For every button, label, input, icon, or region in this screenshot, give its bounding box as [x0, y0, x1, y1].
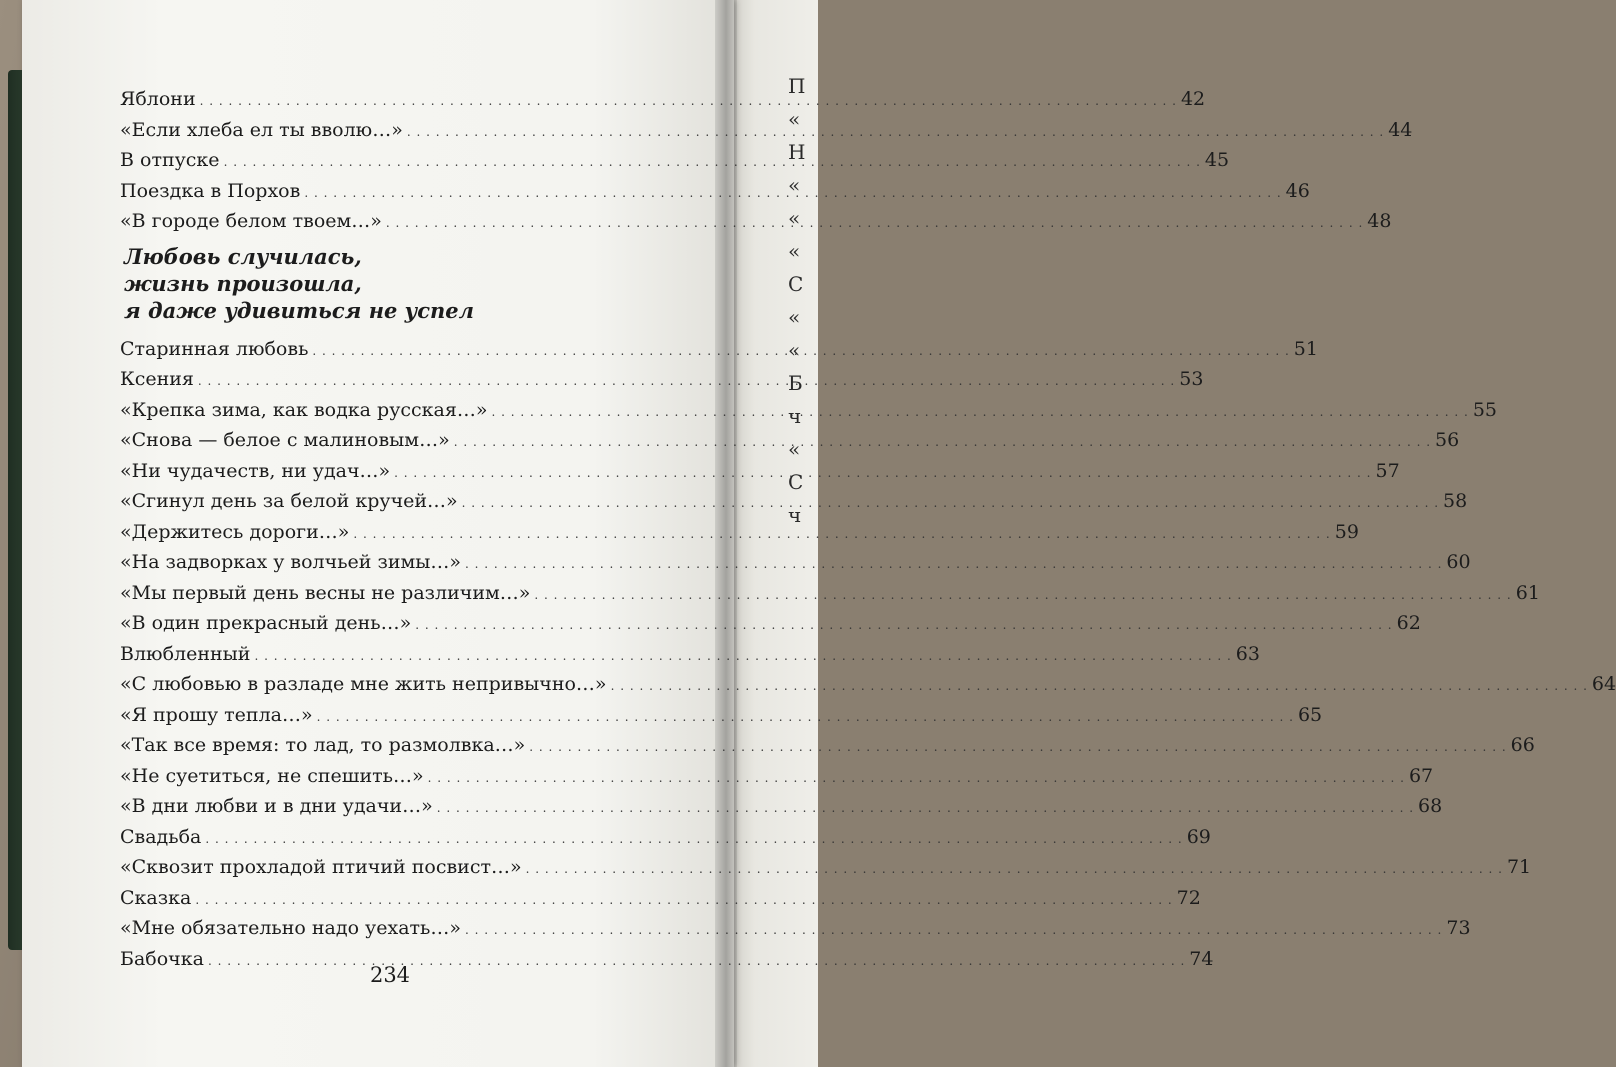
section-heading: [124, 243, 650, 324]
toc-leader-dots: [465, 913, 1442, 946]
toc-entry-page: 63: [1235, 642, 1260, 665]
toc-entry-page: 64: [1591, 673, 1616, 695]
toc-entry-page: 58: [1443, 490, 1468, 512]
toc-entry-page: 68: [1418, 795, 1443, 817]
toc-entry-title: Бабочка: [120, 947, 204, 970]
toc-entry: [120, 700, 1323, 731]
toc-leader-dots: [415, 608, 1392, 641]
edge-glyph: «: [788, 239, 801, 263]
toc-leader-dots: [353, 517, 1330, 550]
toc-entry: [120, 822, 1211, 853]
toc-entry-page: 48: [1367, 210, 1392, 232]
toc-entry-title: В отпуске: [120, 149, 220, 171]
toc-entry-title: Свадьба: [120, 825, 202, 848]
toc-entry-title: «Мне обязательно надо уехать…»: [120, 917, 462, 939]
toc-entry-title: «Сквозит прохладой птичий посвист…»: [120, 856, 522, 878]
toc-entry-page: 42: [1180, 88, 1206, 110]
toc-entry: [120, 608, 1421, 639]
toc-entry-title: «Снова — белое с малиновым…»: [120, 429, 450, 451]
toc-entry-title: Поездка в Порхов: [120, 179, 301, 202]
edge-glyph: П: [788, 74, 806, 98]
toc-entry-title: Влюбленный: [120, 642, 251, 665]
toc-entry: [120, 883, 1201, 914]
toc-entry: [120, 456, 1400, 487]
toc-entry: [120, 761, 1434, 792]
toc-entry: [120, 206, 1392, 237]
toc-leader-dots: [492, 395, 1469, 428]
edge-glyph: «: [788, 437, 801, 461]
edge-glyph: ч: [788, 404, 802, 428]
toc-entry-title: Старинная любовь: [120, 337, 309, 360]
toc-entry: [120, 913, 1471, 944]
toc-entry-title: «С любовью в разладе мне жить непривычно…»: [120, 673, 607, 695]
toc-entry: [120, 425, 1460, 456]
toc-entry: [120, 791, 1443, 822]
toc-entry-page: 53: [1179, 368, 1204, 390]
toc-top-list: [120, 84, 1413, 237]
toc-entry: [120, 176, 1310, 207]
toc-entry-page: 57: [1375, 459, 1400, 482]
toc-entry: [120, 517, 1359, 548]
toc-entry-page: 44: [1388, 118, 1413, 141]
table-of-contents: [120, 84, 1616, 974]
toc-leader-dots: [407, 115, 1384, 148]
toc-entry-title: «Если хлеба ел ты вволю…»: [120, 118, 403, 141]
toc-entry: [120, 669, 1616, 700]
toc-entry-page: 66: [1510, 734, 1535, 756]
toc-entry-page: 60: [1446, 551, 1471, 573]
section-heading-line-1: Любовь случилась,: [124, 243, 362, 269]
toc-entry: [120, 730, 1535, 761]
toc-leader-dots: [198, 364, 1175, 397]
toc-entry-page: 51: [1293, 337, 1318, 360]
toc-entry-page: 55: [1472, 398, 1498, 421]
toc-leader-dots: [195, 883, 1172, 916]
toc-leader-dots: [454, 425, 1431, 458]
toc-entry-title: Сказка: [120, 886, 192, 909]
toc-leader-dots: [428, 761, 1405, 794]
toc-entry-title: «В дни любви и в дни удачи…»: [120, 795, 433, 817]
toc-entry-page: 74: [1189, 947, 1214, 970]
toc-entry: [120, 486, 1468, 517]
edge-glyph: «: [788, 107, 801, 131]
toc-entry-title: «Держитесь дороги…»: [120, 520, 350, 543]
toc-entry-title: Ксения: [120, 368, 194, 390]
toc-leader-dots: [317, 700, 1294, 733]
toc-entry-page: 62: [1396, 612, 1421, 634]
toc-entry: [120, 145, 1230, 176]
right-page-edge-text: [788, 70, 806, 532]
toc-entry-title: «Так все время: то лад, то размолвка…»: [120, 734, 526, 756]
edge-glyph: «: [788, 173, 801, 197]
toc-leader-dots: [529, 730, 1506, 763]
toc-entry-title: «Я прошу тепла…»: [120, 703, 313, 726]
toc-leader-dots: [394, 456, 1371, 489]
toc-entry: [120, 852, 1532, 883]
toc-leader-dots: [205, 822, 1182, 855]
toc-entry: [120, 364, 1204, 395]
toc-entry-page: 67: [1408, 764, 1434, 787]
toc-entry-page: 61: [1515, 581, 1540, 604]
toc-entry-page: 45: [1204, 149, 1230, 171]
toc-entry: [120, 334, 1318, 365]
toc-leader-dots: [534, 578, 1511, 611]
edge-glyph: «: [788, 338, 801, 362]
toc-leader-dots: [254, 639, 1231, 672]
toc-entry: [120, 639, 1260, 670]
toc-entry-title: «В один прекрасный день…»: [120, 612, 412, 634]
toc-entry-title: «На задворках у волчьей зимы…»: [120, 551, 462, 573]
toc-entry-page: 71: [1506, 856, 1532, 878]
toc-bottom-list: [120, 334, 1616, 975]
toc-leader-dots: [437, 791, 1414, 824]
toc-leader-dots: [465, 547, 1442, 580]
toc-entry-title: «Сгинул день за белой кручей…»: [120, 490, 458, 512]
toc-entry: [120, 578, 1540, 609]
toc-entry-title: «Крепка зима, как водка русская…»: [120, 398, 488, 421]
section-heading-line-2: жизнь произошла,: [124, 270, 362, 296]
toc-entry-page: 59: [1334, 520, 1359, 543]
toc-entry: [120, 395, 1498, 426]
toc-leader-dots: [611, 669, 1588, 702]
edge-glyph: С: [788, 470, 804, 494]
toc-entry-title: «В городе белом твоем…»: [120, 210, 382, 232]
toc-entry-page: 73: [1446, 917, 1471, 939]
toc-leader-dots: [200, 84, 1177, 117]
toc-entry: [120, 115, 1413, 146]
toc-entry: [120, 547, 1471, 578]
toc-entry-title: Яблони: [120, 88, 196, 110]
toc-leader-dots: [526, 852, 1503, 885]
edge-glyph: «: [788, 305, 801, 329]
toc-entry-page: 69: [1186, 825, 1211, 848]
toc-entry-title: «Мы первый день весны не различим…»: [120, 581, 531, 604]
page-number: 234: [369, 963, 411, 987]
toc-entry-page: 72: [1176, 886, 1201, 909]
section-heading-line-3: я даже удивиться не успел: [124, 297, 475, 323]
toc-entry-page: 46: [1285, 179, 1310, 202]
toc-entry-title: «Ни чудачеств, ни удач…»: [120, 459, 391, 482]
toc-leader-dots: [462, 486, 1439, 519]
edge-glyph: ч: [788, 503, 802, 527]
toc-leader-dots: [224, 145, 1201, 178]
toc-entry: [120, 84, 1206, 115]
toc-entry-page: 65: [1297, 703, 1323, 726]
edge-glyph: Н: [788, 140, 806, 164]
toc-leader-dots: [386, 206, 1363, 239]
edge-glyph: С: [788, 272, 804, 296]
edge-glyph: «: [788, 206, 801, 230]
edge-glyph: Б: [788, 371, 803, 395]
toc-entry-title: «Не суетиться, не спешить…»: [120, 764, 424, 787]
toc-entry-page: 56: [1435, 429, 1460, 451]
